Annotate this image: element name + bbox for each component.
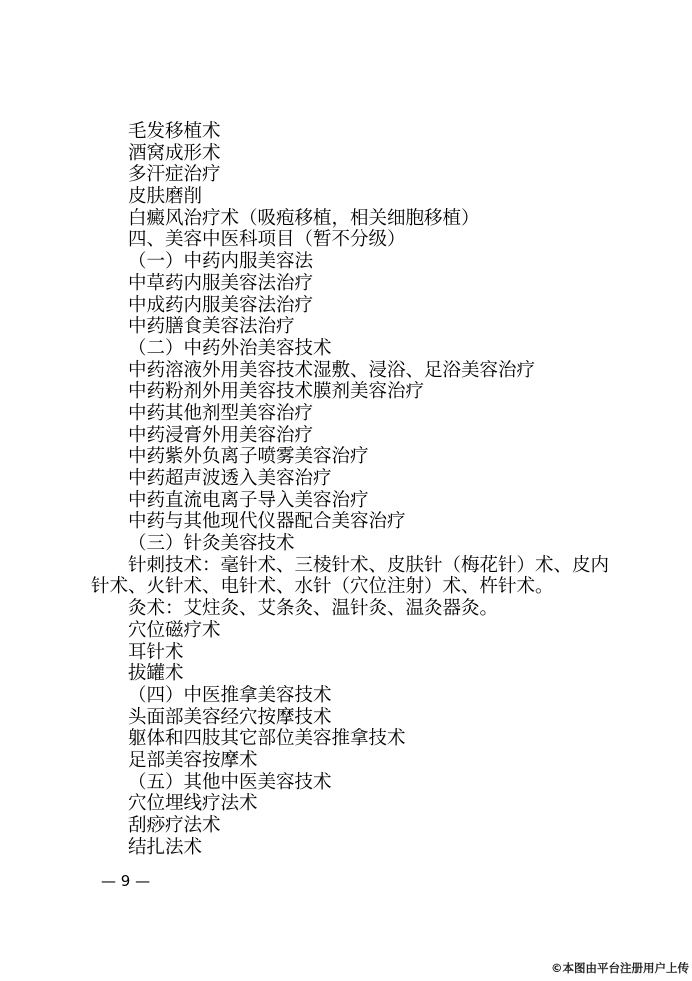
text-line: 刮痧疗法术 [128,815,221,837]
text-line: 拔罐术 [128,663,184,685]
text-line: 结扎法术 [128,836,203,858]
subsection-heading: （三）针灸美容技术 [128,533,295,555]
text-line: 毛发移植术 [128,121,221,142]
text-line: 中药其他剂型美容治疗 [128,402,314,424]
subsection-heading: （二）中药外治美容技术 [128,337,332,359]
text-line: 头面部美容经穴按摩技术 [128,706,332,728]
text-line: 中药超声波透入美容治疗 [128,468,332,489]
text-line: 皮肤磨削 [128,186,203,208]
text-line: 中草药内服美容法治疗 [128,272,314,294]
text-line: 灸术：艾炷灸、艾条灸、温针灸、温灸器灸。 [128,598,499,620]
text-line: 耳针术 [128,641,184,663]
text-line: 中药溶液外用美容技术湿敷、浸浴、足浴美容治疗 [128,359,536,381]
section-heading: 四、美容中医科项目（暂不分级） [128,229,406,251]
text-line: 中药膳食美容法治疗 [128,316,295,338]
text-line: 躯体和四肢其它部位美容推拿技术 [128,728,406,750]
text-line: 多汗症治疗 [128,164,221,186]
text-line: 中药粉剂外用美容技术膜剂美容治疗 [128,381,425,403]
text-line: 中药紫外负离子喷雾美容治疗 [128,446,369,468]
page-number: — 9 — [101,872,151,890]
document-body [91,121,631,858]
text-line: 中药浸膏外用美容治疗 [128,424,314,446]
text-line: 穴位磁疗术 [128,619,221,641]
subsection-heading: （一）中药内服美容法 [128,251,314,273]
text-line: 中药直流电离子导入美容治疗 [128,489,369,511]
watermark: ©本图由平台注册用户上传 [551,961,689,975]
subsection-heading: （四）中医推拿美容技术 [128,684,332,706]
text-line: 白癜风治疗术（吸疱移植，相关细胞移植） [128,207,480,229]
text-line: 穴位埋线疗法术 [128,793,258,815]
text-line: 中药与其他现代仪器配合美容治疗 [128,511,406,533]
text-line: 酒窝成形术 [128,142,221,164]
text-line: 中成药内服美容法治疗 [128,294,314,316]
text-line: 足部美容按摩术 [128,749,258,771]
paragraph-acupuncture: 针刺技术：毫针术、三棱针术、皮肤针（梅花针）术、皮内针术、火针术、电针术、水针（穴位注射）术、杵针术。 [91,554,610,598]
subsection-heading: （五）其他中医美容技术 [128,771,332,793]
